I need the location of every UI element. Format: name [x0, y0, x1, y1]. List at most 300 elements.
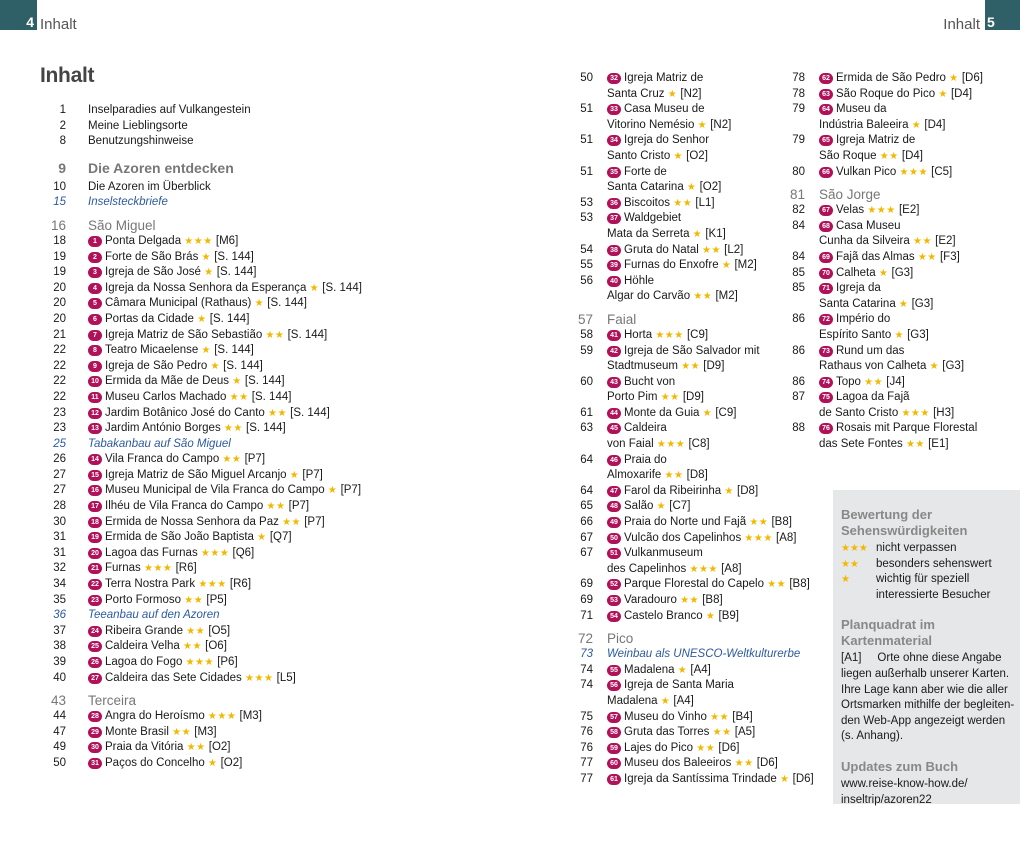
toc-entry[interactable]	[50, 390, 370, 406]
rating-stars: ★★	[864, 376, 884, 388]
toc-entry[interactable]	[572, 562, 787, 578]
rating-stars: ★	[660, 695, 671, 707]
poi-number-badge: 14	[88, 454, 102, 465]
toc-entry-label: de Santo Cristo	[819, 406, 899, 419]
toc-page-number: 22	[53, 375, 66, 388]
map-grid-reference: [F3]	[939, 250, 960, 263]
toc-entry-text	[607, 437, 787, 453]
toc-entry-text	[607, 165, 787, 181]
toc-entry[interactable]	[50, 515, 370, 531]
toc-entry[interactable]	[572, 102, 787, 118]
toc-page-number: 81	[789, 187, 805, 203]
toc-page-number: 1	[59, 104, 66, 116]
toc-entry[interactable]	[785, 133, 995, 149]
toc-entry[interactable]	[50, 359, 370, 375]
toc-entry-label: Espírito Santo	[819, 328, 892, 341]
toc-entry-label: Praia do Norte und Fajã	[624, 516, 747, 529]
rating-stars: ★	[667, 88, 678, 100]
toc-entry-text	[819, 390, 995, 406]
grid-text-line: Ortsmarken mithilfe der begleiten-	[841, 699, 1015, 712]
toc-page-number: 27	[53, 468, 66, 481]
toc-entry-text	[88, 328, 370, 344]
toc-entry[interactable]	[50, 577, 370, 593]
toc-entry-text	[607, 756, 787, 772]
toc-entry[interactable]	[785, 219, 995, 235]
toc-page-number: 40	[53, 671, 66, 684]
toc-entry[interactable]	[50, 103, 370, 119]
toc-page-number: 20	[53, 281, 66, 294]
toc-entry[interactable]	[572, 406, 787, 422]
map-grid-reference: [D6]	[756, 757, 778, 770]
rating-stars: ★★	[282, 516, 302, 528]
toc-entry-label: Rathaus von Calheta	[819, 360, 927, 373]
toc-entry-label: Vulkan Pico	[836, 165, 897, 178]
rating-stars: ★★	[841, 558, 859, 570]
toc-entry[interactable]	[50, 639, 370, 655]
toc-entry[interactable]	[572, 243, 787, 259]
rating-stars: ★	[677, 664, 688, 676]
toc-entry-label: Santa Cruz	[607, 87, 665, 100]
toc-entry[interactable]	[572, 133, 787, 149]
toc-entry-text	[88, 343, 370, 359]
toc-entry-text	[607, 772, 814, 788]
toc-entry[interactable]	[572, 593, 787, 609]
poi-number-badge: 45	[607, 423, 621, 434]
rating-stars: ★★★	[245, 672, 274, 684]
toc-entry[interactable]	[572, 678, 787, 694]
toc-entry[interactable]	[50, 499, 370, 515]
poi-number-badge: 66	[819, 167, 833, 178]
toc-entry-text	[88, 437, 370, 453]
region-heading[interactable]	[50, 692, 370, 709]
toc-entry[interactable]	[50, 624, 370, 640]
updates-url-line[interactable]: www.reise-know-how.de/	[841, 777, 968, 790]
section-heading[interactable]	[50, 159, 370, 177]
toc-entry[interactable]	[572, 165, 787, 181]
toc-entry-label: Faial	[607, 311, 637, 327]
toc-entry[interactable]	[572, 71, 787, 87]
toc-page-number: 85	[792, 266, 805, 279]
toc-entry-label: Lagoa da Fajã	[836, 391, 910, 404]
toc-entry[interactable]	[50, 546, 370, 562]
toc-entry-label: Inselsteckbriefe	[88, 196, 168, 209]
poi-number-badge: 5	[88, 298, 102, 309]
toc-entry[interactable]	[785, 71, 995, 87]
rating-stars: ★★★	[655, 329, 684, 341]
poi-number-badge: 22	[88, 579, 102, 590]
poi-number-badge: 46	[607, 455, 621, 466]
toc-entry[interactable]	[572, 359, 787, 375]
toc-entry[interactable]	[785, 281, 995, 297]
map-grid-reference: [S. 144]	[244, 375, 285, 388]
poi-number-badge: 44	[607, 408, 621, 419]
toc-entry[interactable]	[50, 234, 370, 250]
poi-number-badge: 72	[819, 314, 833, 325]
toc-entry[interactable]	[50, 468, 370, 484]
toc-page-number: 61	[580, 406, 593, 419]
toc-page-number: 19	[53, 266, 66, 279]
map-grid-reference: [B8]	[789, 578, 810, 591]
toc-page-number: 51	[580, 103, 593, 116]
toc-entry[interactable]	[50, 483, 370, 499]
toc-entry-label: Calheta	[836, 266, 876, 279]
toc-page-number: 9	[58, 159, 66, 176]
toc-page-number: 86	[792, 375, 805, 388]
rating-stars: ★	[257, 532, 267, 544]
toc-entry-text	[819, 297, 995, 313]
toc-page-number: 87	[792, 391, 805, 404]
map-grid-reference: [J4]	[886, 375, 905, 388]
toc-entry-label: Caldeira das Sete Cidades	[105, 671, 242, 684]
toc-entry[interactable]	[785, 234, 995, 250]
rating-stars: ★★★	[656, 439, 686, 451]
toc-entry[interactable]	[785, 390, 995, 406]
map-grid-reference: [E1]	[928, 438, 949, 451]
map-grid-reference: [D4]	[901, 149, 923, 162]
toc-entry[interactable]	[785, 406, 995, 422]
toc-entry[interactable]	[572, 499, 787, 515]
rating-stars: ★	[702, 407, 713, 419]
toc-entry[interactable]	[572, 756, 787, 772]
toc-entry[interactable]	[50, 530, 370, 546]
rating-stars: ★★★	[901, 407, 930, 419]
toc-entry[interactable]	[785, 102, 995, 118]
toc-entry-text	[607, 468, 787, 484]
rating-stars: ★	[201, 251, 211, 263]
poi-number-badge: 27	[88, 673, 102, 684]
toc-entry[interactable]	[572, 344, 787, 360]
toc-entry-text	[819, 219, 995, 235]
toc-entry[interactable]	[572, 258, 787, 274]
toc-entry-label: Parque Florestal do Capelo	[624, 578, 764, 591]
rating-stars: ★★	[664, 470, 684, 482]
map-grid-reference: [G3]	[907, 328, 929, 341]
toc-entry-label: Lagoa do Fogo	[105, 656, 183, 668]
toc-page-number: 53	[580, 196, 593, 209]
toc-entry[interactable]	[785, 375, 995, 391]
rating-list	[841, 541, 1012, 603]
toc-entry[interactable]	[50, 709, 370, 725]
toc-entry-text	[607, 531, 797, 547]
map-grid-reference: [D4]	[950, 87, 973, 100]
map-grid-reference: [B8]	[771, 516, 792, 529]
toc-entry-label: Museu Carlos Machado	[105, 390, 227, 403]
toc-entry-text	[88, 159, 370, 177]
poi-number-badge: 21	[88, 563, 102, 574]
map-grid-reference: [O2]	[686, 149, 708, 162]
toc-entry[interactable]	[572, 274, 787, 290]
toc-entry-text	[819, 406, 995, 422]
rating-stars: ★	[289, 469, 300, 481]
updates-url-line[interactable]: inseltrip/azoren22	[841, 793, 932, 806]
map-grid-reference: [S. 144]	[287, 328, 328, 341]
toc-entry-text	[819, 234, 995, 250]
rating-stars: ★	[197, 313, 207, 325]
toc-entry[interactable]	[572, 328, 787, 344]
poi-number-badge: 71	[819, 283, 833, 294]
toc-page-number: 38	[53, 640, 66, 653]
toc-entry[interactable]	[572, 437, 787, 453]
poi-number-badge: 16	[88, 485, 102, 496]
rating-stars: ★★★	[198, 579, 227, 591]
toc-entry-text	[88, 725, 370, 741]
map-grid-reference: [O6]	[205, 640, 227, 653]
toc-page-number: 8	[59, 135, 66, 148]
toc-entry-label: Igreja de Santa Maria	[624, 679, 734, 692]
toc-entry-text	[607, 227, 787, 243]
toc-entry-label: Igreja de São José	[105, 266, 201, 279]
toc-entry-label: Praia do	[624, 453, 667, 466]
map-grid-reference: [S. 144]	[322, 281, 362, 294]
page-title: Inhalt	[40, 64, 95, 87]
toc-entry[interactable]	[572, 725, 787, 741]
toc-page-number: 51	[580, 165, 593, 178]
poi-number-badge: 35	[607, 167, 621, 178]
rating-stars: ★	[201, 345, 211, 357]
toc-entry[interactable]	[572, 453, 787, 469]
toc-entry[interactable]	[785, 87, 995, 103]
poi-number-badge: 4	[88, 283, 102, 294]
toc-entry-text	[88, 468, 370, 484]
toc-entry-text	[88, 134, 370, 150]
toc-entry[interactable]	[572, 710, 787, 726]
poi-number-badge: 1	[88, 236, 102, 247]
toc-entry[interactable]	[50, 343, 370, 359]
toc-entry[interactable]	[50, 119, 370, 135]
poi-number-badge: 51	[607, 548, 621, 559]
toc-entry[interactable]	[572, 289, 787, 305]
toc-entry[interactable]	[572, 772, 814, 788]
rating-stars: ★★★	[200, 547, 230, 559]
poi-number-badge: 30	[88, 742, 102, 753]
toc-entry[interactable]	[572, 421, 787, 437]
toc-entry-text	[819, 359, 995, 375]
toc-entry[interactable]	[572, 196, 787, 212]
updates-link[interactable]	[841, 777, 1012, 808]
toc-entry[interactable]	[785, 421, 995, 437]
toc-entry[interactable]	[50, 281, 370, 297]
toc-entry-label: Vitorino Nemésio	[607, 118, 695, 131]
toc-entry[interactable]	[785, 328, 995, 344]
toc-page-number: 47	[53, 725, 66, 738]
poi-number-badge: 19	[88, 532, 102, 543]
toc-entry[interactable]	[50, 296, 370, 312]
rating-stars: ★★★	[899, 166, 928, 178]
toc-column-3	[785, 71, 995, 453]
rating-stars: ★	[721, 260, 732, 272]
toc-entry[interactable]	[50, 134, 370, 150]
toc-entry[interactable]	[50, 180, 370, 196]
toc-entry[interactable]	[572, 390, 787, 406]
toc-entry[interactable]	[50, 740, 370, 756]
toc-entry-label: von Faial	[607, 438, 654, 451]
toc-entry-label: Pico	[607, 631, 634, 647]
toc-entry-label: Lagoa das Furnas	[105, 546, 198, 559]
map-grid-reference: [A4]	[673, 694, 694, 707]
toc-entry[interactable]	[572, 531, 797, 547]
toc-entry[interactable]	[785, 359, 995, 375]
toc-entry[interactable]	[785, 266, 995, 282]
map-grid-reference: [O2]	[208, 741, 231, 754]
toc-entry[interactable]	[572, 546, 787, 562]
toc-entry-label: Igreja da	[836, 282, 881, 295]
toc-entry[interactable]	[572, 227, 787, 243]
toc-entry[interactable]	[50, 452, 370, 468]
poi-number-badge: 3	[88, 267, 102, 278]
toc-entry[interactable]	[50, 437, 370, 453]
toc-entry-text	[88, 740, 370, 756]
toc-entry[interactable]	[572, 694, 787, 710]
map-grid-reference: [B8]	[702, 594, 723, 606]
toc-entry[interactable]	[572, 211, 787, 227]
poi-number-badge: 36	[607, 198, 621, 209]
grid-text-line: Ihre Lage kann aber wie die aller	[841, 683, 1008, 696]
toc-entry-text	[607, 741, 787, 757]
toc-entry[interactable]	[50, 671, 370, 687]
toc-page-number: 63	[580, 422, 593, 435]
poi-number-badge: 11	[88, 392, 102, 403]
toc-entry[interactable]	[785, 203, 995, 219]
toc-entry[interactable]	[50, 250, 370, 266]
poi-number-badge: 24	[88, 626, 102, 637]
region-heading[interactable]	[572, 630, 787, 647]
map-grid-reference: [G3]	[891, 266, 914, 279]
rating-stars: ★★	[660, 392, 680, 404]
toc-entry[interactable]	[785, 344, 995, 360]
map-grid-reference: [S. 144]	[209, 312, 250, 325]
toc-entry-label: Casa Museu	[836, 219, 901, 232]
toc-entry[interactable]	[785, 149, 995, 165]
toc-entry[interactable]	[572, 149, 787, 165]
toc-entry-label: Tabakanbau auf São Miguel	[88, 437, 231, 450]
toc-entry[interactable]	[572, 118, 787, 134]
rating-stars: ★★	[223, 423, 243, 435]
toc-entry-text	[607, 593, 787, 609]
grid-heading: Planquadrat im Kartenmaterial	[841, 617, 935, 649]
toc-entry-text	[607, 562, 787, 578]
map-grid-reference: [P7]	[304, 515, 325, 528]
toc-page-number: 27	[53, 484, 66, 497]
toc-entry-text	[607, 647, 800, 663]
poi-number-badge: 25	[88, 641, 102, 652]
toc-page-number: 86	[792, 313, 805, 326]
toc-page-number: 21	[53, 328, 66, 341]
toc-entry[interactable]	[572, 484, 787, 500]
toc-entry-text	[88, 296, 370, 312]
poi-number-badge: 17	[88, 501, 102, 512]
toc-entry[interactable]	[785, 437, 995, 453]
toc-entry-label: Cunha da Silveira	[819, 235, 910, 248]
toc-entry-label: Ermida de Nossa Senhora da Paz	[105, 515, 279, 528]
toc-entry[interactable]	[572, 87, 787, 103]
toc-entry[interactable]	[572, 515, 792, 531]
map-grid-reference: [S. 144]	[267, 297, 307, 310]
toc-page-number: 72	[577, 631, 593, 647]
rating-stars: ★★★	[185, 657, 214, 668]
toc-entry-label: Câmara Municipal (Rathaus)	[105, 297, 252, 310]
map-grid-reference: [O2]	[699, 181, 722, 194]
toc-entry[interactable]	[50, 406, 370, 422]
toc-entry-label: Igreja da Santíssima Trindade	[624, 772, 777, 785]
toc-entry[interactable]	[572, 663, 787, 679]
poi-number-badge: 64	[819, 104, 833, 115]
poi-number-badge: 43	[607, 377, 621, 388]
rating-stars: ★★	[265, 329, 285, 341]
poi-number-badge: 41	[607, 330, 621, 341]
toc-entry[interactable]	[50, 328, 370, 344]
toc-entry-text	[607, 289, 787, 305]
map-grid-reference: [R6]	[175, 562, 197, 575]
toc-entry[interactable]	[572, 577, 810, 593]
toc-entry-text	[607, 102, 787, 118]
toc-entry-label: Ermida de São Pedro	[836, 72, 946, 84]
poi-number-badge: 62	[819, 73, 833, 84]
toc-entry[interactable]	[50, 195, 370, 211]
toc-entry[interactable]	[50, 593, 370, 609]
toc-entry-text	[607, 196, 787, 212]
toc-entry[interactable]	[50, 725, 370, 741]
map-grid-reference: [M6]	[215, 234, 239, 247]
toc-entry[interactable]	[572, 180, 787, 196]
toc-page-number: 20	[53, 312, 66, 325]
toc-entry[interactable]	[572, 647, 801, 663]
toc-entry-text	[819, 328, 995, 344]
toc-entry-text	[607, 149, 787, 165]
toc-entry-label: Farol da Ribeirinha	[624, 484, 722, 497]
toc-entry[interactable]	[785, 297, 995, 313]
map-grid-reference: [A5]	[734, 726, 756, 739]
toc-entry[interactable]	[50, 756, 370, 772]
toc-entry[interactable]	[785, 250, 995, 266]
toc-entry-text	[607, 725, 787, 741]
map-grid-reference: [P7]	[340, 484, 362, 497]
toc-entry[interactable]	[572, 375, 787, 391]
toc-entry[interactable]	[50, 312, 370, 328]
region-heading[interactable]	[50, 217, 370, 234]
rating-stars: ★★★	[144, 563, 173, 575]
toc-entry[interactable]	[785, 312, 995, 328]
region-heading[interactable]	[572, 311, 787, 328]
toc-page-number: 67	[580, 531, 593, 544]
toc-column-1	[50, 103, 370, 772]
poi-number-badge: 53	[607, 595, 621, 606]
toc-entry[interactable]	[572, 741, 787, 757]
toc-entry[interactable]	[572, 609, 787, 625]
toc-entry[interactable]	[50, 561, 370, 577]
region-heading[interactable]	[785, 186, 995, 203]
poi-number-badge: 65	[819, 135, 833, 146]
toc-entry[interactable]	[785, 165, 995, 181]
toc-entry[interactable]	[50, 265, 370, 281]
toc-entry-label: Igreja Matriz de São Miguel Arcanjo	[105, 468, 287, 481]
toc-entry-label: Meine Lieblingsorte	[88, 119, 188, 132]
poi-number-badge: 39	[607, 260, 621, 271]
map-grid-reference: [D9]	[703, 360, 725, 373]
toc-page-number: 22	[53, 359, 66, 372]
toc-entry[interactable]	[50, 374, 370, 390]
toc-entry[interactable]	[785, 118, 995, 134]
toc-entry[interactable]	[50, 421, 370, 437]
toc-entry[interactable]	[50, 608, 370, 624]
toc-entry[interactable]	[572, 468, 787, 484]
poi-number-badge: 12	[88, 408, 102, 419]
toc-page-number: 35	[53, 593, 66, 606]
toc-entry[interactable]	[50, 655, 370, 671]
toc-entry-text	[88, 515, 370, 531]
rating-stars: ★★	[680, 595, 699, 606]
toc-page-number: 84	[792, 219, 805, 232]
toc-entry-text	[607, 390, 787, 406]
